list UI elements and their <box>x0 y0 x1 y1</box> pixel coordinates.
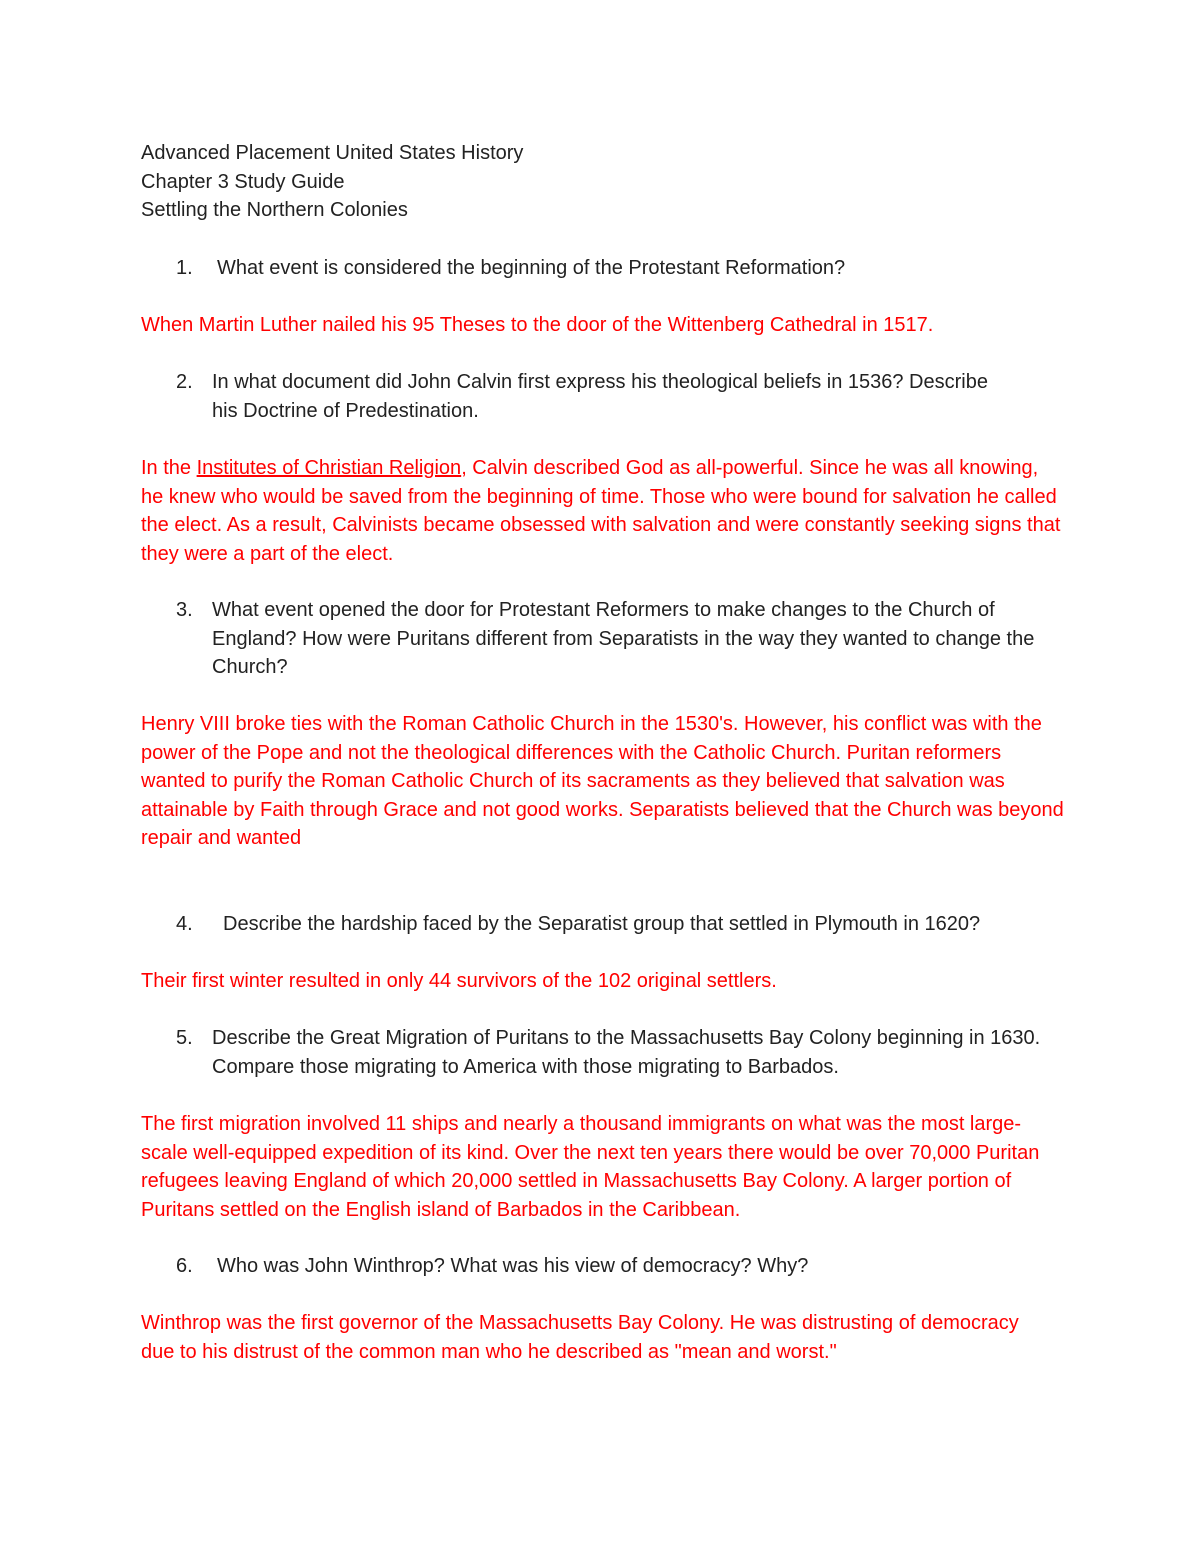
question-text: What event opened the door for Protestant Reformers to make changes to the Church of England? How were Puritans different from Separatists in the way they wanted to change the Church? <box>212 599 1035 678</box>
question-text: Who was John Winthrop? What was his view of democracy? Why? <box>217 1255 809 1277</box>
course-title: Advanced Placement United States History <box>141 142 524 164</box>
question-text: In what document did John Calvin first express his theological beliefs in 1536? Describe his Doctrine of Predestination. <box>212 371 988 422</box>
answer-4: Their first winter resulted in only 44 survivors of the 102 original settlers. <box>141 970 777 992</box>
answer-5: The first migration involved 11 ships and nearly a thousand immigrants on what was the most large-scale well-equipped expedition of its kind. Over the next ten years there would be over 70,000 Puritan refugees leaving England of which 20,000 settled in Massachusetts Bay Colony. A larger portion of Puritans settled on the English island of Barbados in the Caribbean. <box>141 1113 1040 1221</box>
question-text: Describe the Great Migration of Puritans to the Massachusetts Bay Colony beginning in 1630. Compare those migrating to America with those migrating to Barbados. <box>212 1027 1041 1078</box>
question-number: 3. <box>176 599 193 621</box>
answer-1: When Martin Luther nailed his 95 Theses to the door of the Wittenberg Cathedral in 1517. <box>141 314 934 336</box>
question-text: What event is considered the beginning of the Protestant Reformation? <box>217 257 846 279</box>
unit-title: Settling the Northern Colonies <box>141 199 408 221</box>
question-number: 1. <box>176 257 193 279</box>
answer-3: Henry VIII broke ties with the Roman Catholic Church in the 1530's. However, his conflict was with the power of the Pope and not the theological differences with the Catholic Church. Puritan reformers wanted to purify the Roman Catholic Church of its sacraments as they believed that salvation was attainable by Faith through Grace and not good works. Separatists believed that the Church was beyond repair and wanted <box>141 713 1064 849</box>
question-number: 2. <box>176 371 193 393</box>
document-header <box>141 139 1061 225</box>
answer-prefix: In the <box>141 457 197 479</box>
question-number: 4. <box>176 913 193 935</box>
chapter-title: Chapter 3 Study Guide <box>141 170 345 193</box>
question-number: 6. <box>176 1255 193 1277</box>
question-number: 5. <box>176 1027 193 1049</box>
answer-body: , Calvin described God as all-powerful. Since he was all knowing, he knew who would be saved from the beginning of time. Those who were bound for salvation he called the elect. As a result, Calvinists became obsessed with salvation and were constantly seeking signs that they were a part of the elect. <box>141 457 1061 565</box>
question-text: Describe the hardship faced by the Separatist group that settled in Plymouth in 1620? <box>223 913 981 935</box>
institutes-title: Institutes of Christian Religion <box>196 457 462 479</box>
answer-6: Winthrop was the first governor of the Massachusetts Bay Colony. He was distrusting of democracy due to his distrust of the common man who he described as "mean and worst." <box>141 1312 1019 1363</box>
answer-2 <box>141 454 1061 568</box>
